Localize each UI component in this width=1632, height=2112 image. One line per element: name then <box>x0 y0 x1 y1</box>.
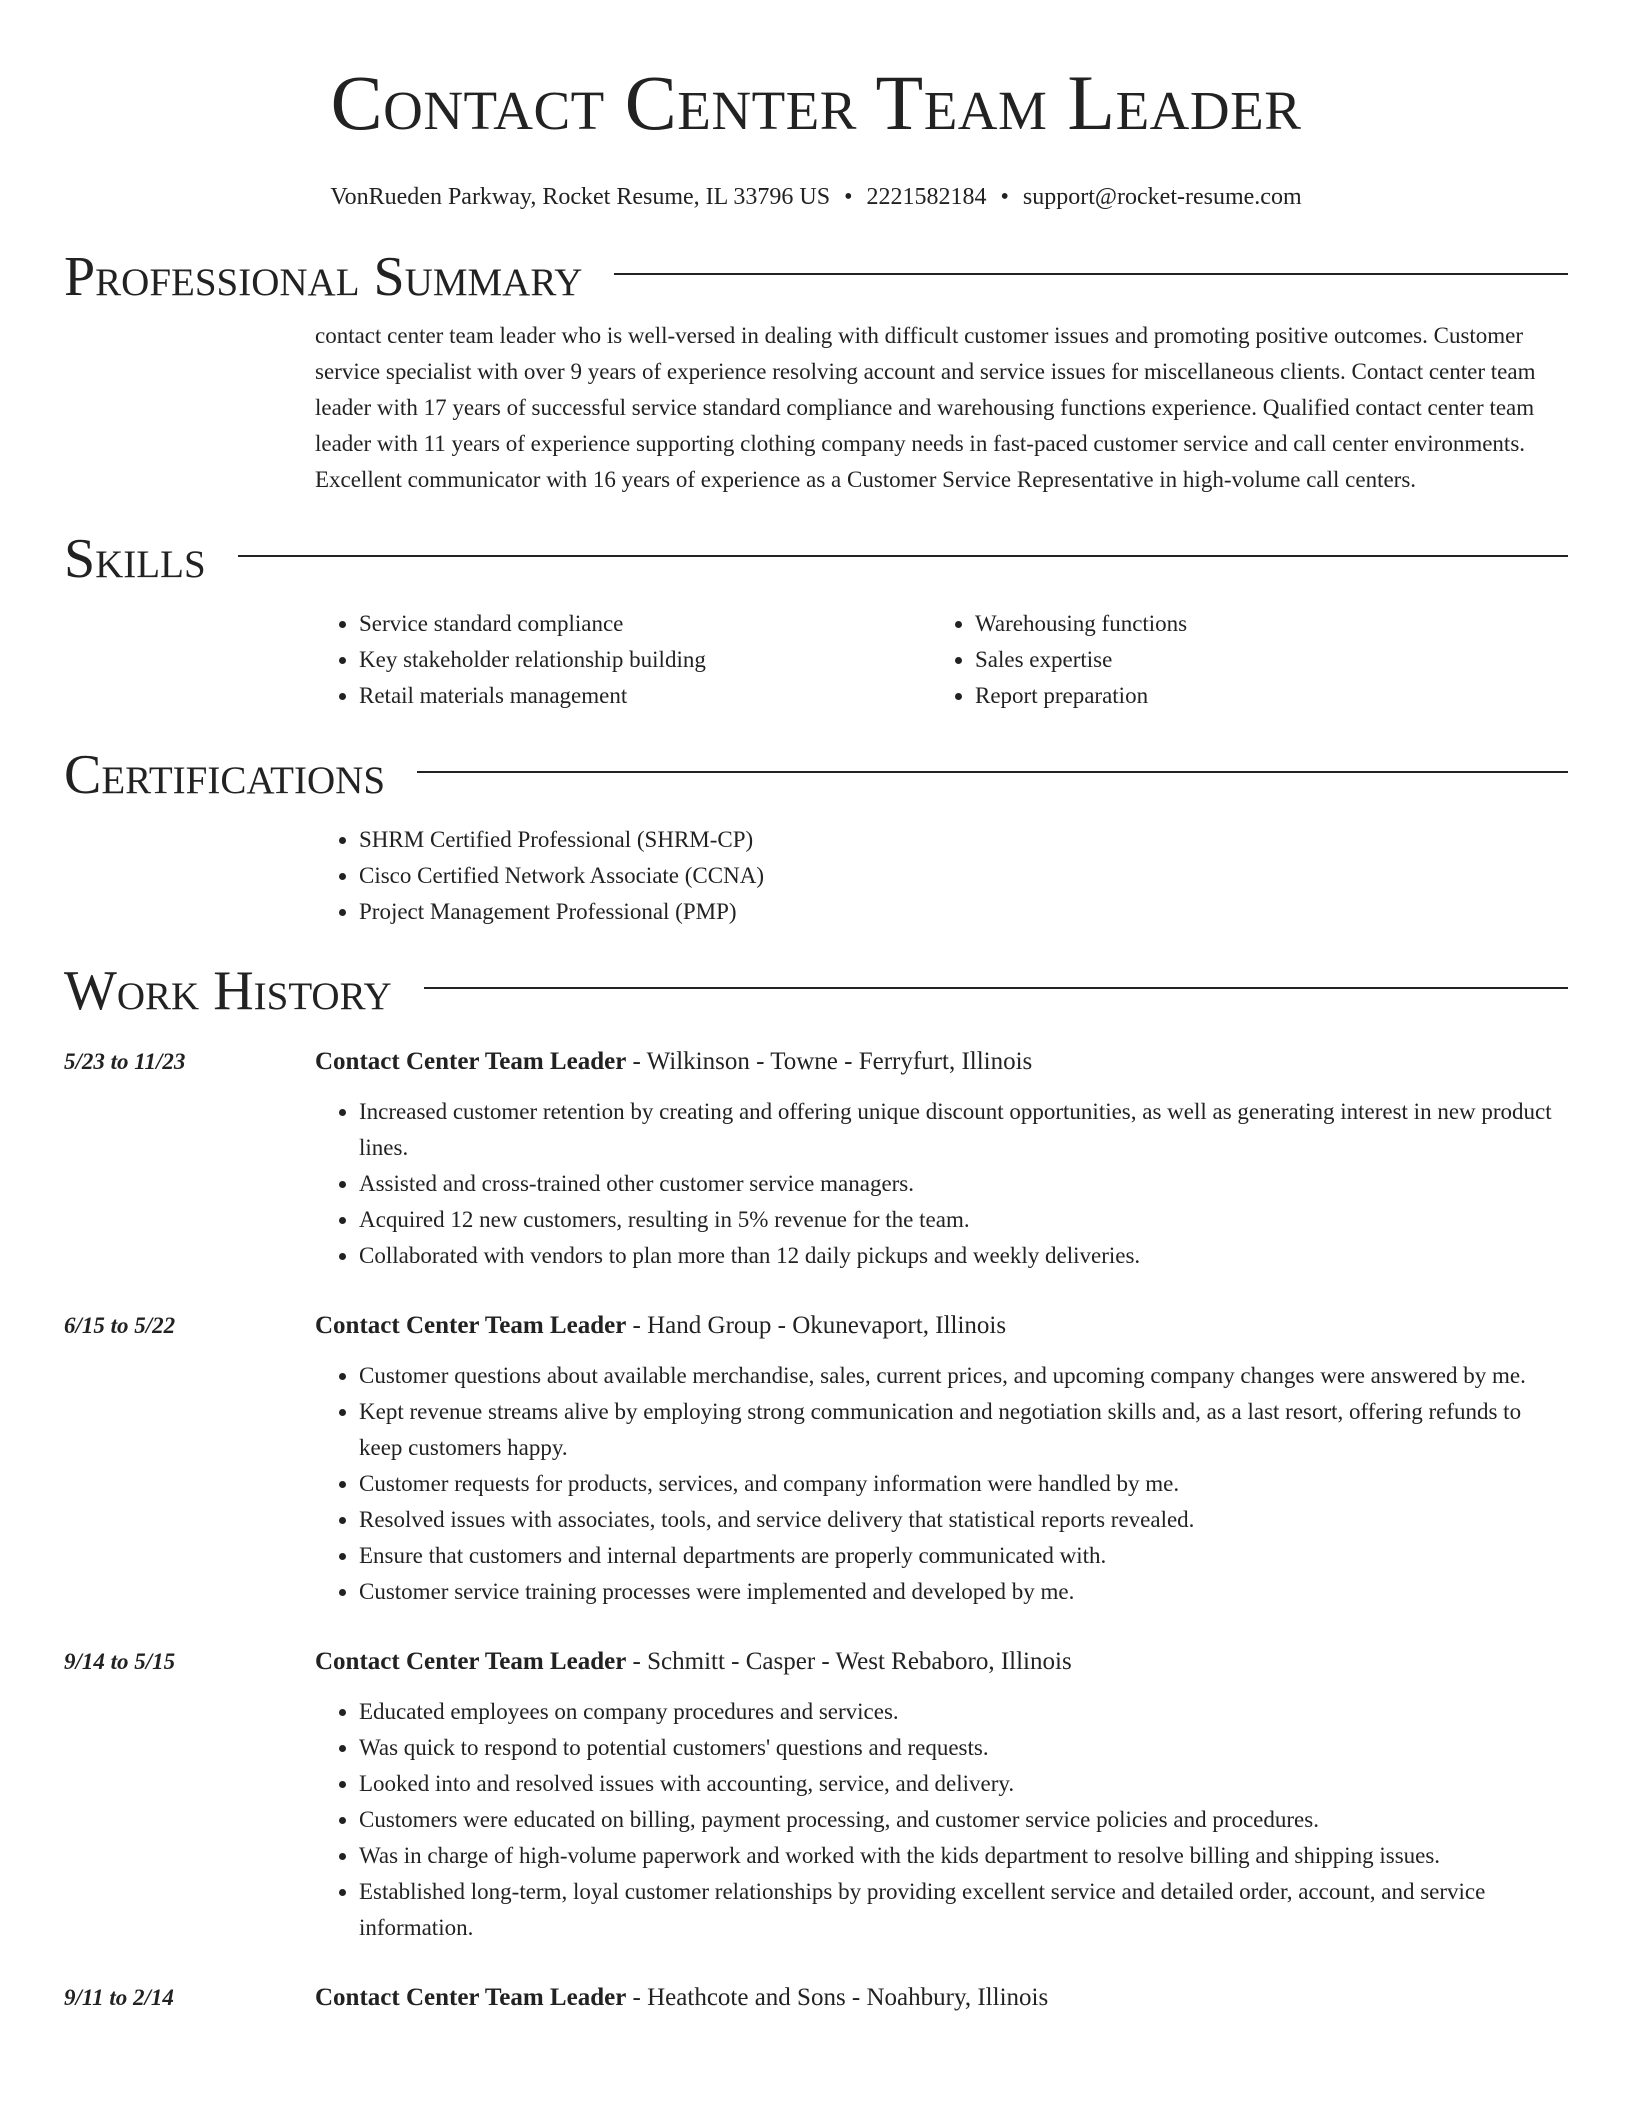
certifications-title: Certifications <box>64 744 386 806</box>
skill-item: • Retail materials management <box>359 678 931 714</box>
contact-separator: • <box>844 184 853 210</box>
job-bullet: • Looked into and resolved issues with accounting, service, and delivery. <box>359 1766 1568 1802</box>
job-dates: 6/15 to 5/22 <box>64 1313 176 1338</box>
job-role: Contact Center Team Leader <box>315 1312 627 1339</box>
job-entry <box>64 1980 1568 2030</box>
job-bullet: • Customer service training processes were implemented and developed by me. <box>359 1574 1568 1610</box>
job-bullet: • Established long-term, loyal customer relationships by providing excellent service and detailed order, account, and service information. <box>359 1874 1568 1946</box>
job-employer: - Schmitt - Casper - West Rebaboro, Illinois <box>626 1648 1072 1675</box>
section-divider <box>614 273 1568 275</box>
contact-separator: • <box>1000 184 1009 210</box>
job-bullet: • Acquired 12 new customers, resulting in 5% revenue for the team. <box>359 1202 1568 1238</box>
job-employer: - Hand Group - Okunevaport, Illinois <box>626 1312 1007 1339</box>
job-role: Contact Center Team Leader <box>315 1048 627 1075</box>
contact-email: support@rocket-resume.com <box>1022 184 1302 210</box>
skills-column-left <box>315 606 931 714</box>
certification-item: • Project Management Professional (PMP) <box>359 894 1568 930</box>
certification-item: • SHRM Certified Professional (SHRM-CP) <box>359 822 1568 858</box>
skills-column-right <box>931 606 1547 714</box>
job-bullet: • Collaborated with vendors to plan more than 12 daily pickups and weekly deliveries. <box>359 1238 1568 1274</box>
job-details <box>315 1644 1568 1946</box>
work-section-header <box>64 956 1568 1026</box>
skill-item: • Key stakeholder relationship building <box>359 642 931 678</box>
job-dates: 5/23 to 11/23 <box>64 1049 186 1074</box>
job-details <box>315 1044 1568 1274</box>
job-employer: - Wilkinson - Towne - Ferryfurt, Illinois <box>626 1048 1033 1075</box>
certifications-section-header <box>64 740 1568 810</box>
work-title: Work History <box>64 960 392 1022</box>
job-role: Contact Center Team Leader <box>315 1984 627 2011</box>
summary-title: Professional Summary <box>64 246 583 308</box>
job-bullet: • Customer questions about available merchandise, sales, current prices, and upcoming company changes were answered by me. <box>359 1358 1568 1394</box>
job-bullet: • Ensure that customers and internal departments are properly communicated with. <box>359 1538 1568 1574</box>
job-employer: - Heathcote and Sons - Noahbury, Illinois <box>626 1984 1049 2011</box>
job-title-line <box>315 1308 1568 1344</box>
certification-item: • Cisco Certified Network Associate (CCNA) <box>359 858 1568 894</box>
job-bullet: • Resolved issues with associates, tools, and service delivery that statistical reports revealed. <box>359 1502 1568 1538</box>
job-bullet: • Was quick to respond to potential customers' questions and requests. <box>359 1730 1568 1766</box>
section-divider <box>424 987 1568 989</box>
job-bullet: • Customer requests for products, services, and company information were handled by me. <box>359 1466 1568 1502</box>
job-details <box>315 1980 1568 2030</box>
summary-section-header <box>64 242 1568 312</box>
contact-phone: 2221582184 <box>866 184 987 210</box>
job-bullet: • Was in charge of high-volume paperwork and worked with the kids department to resolve billing and shipping issues. <box>359 1838 1568 1874</box>
contact-address: VonRueden Parkway, Rocket Resume, IL 33796 US <box>330 184 831 210</box>
job-bullet: • Increased customer retention by creating and offering unique discount opportunities, as well as generating interest in new product lines. <box>359 1094 1568 1166</box>
skills-list <box>315 606 1568 714</box>
job-title-line <box>315 1044 1568 1080</box>
job-dates: 9/14 to 5/15 <box>64 1649 176 1674</box>
skills-title: Skills <box>64 528 206 590</box>
job-title-line <box>315 1644 1568 1680</box>
skill-item: • Warehousing functions <box>975 606 1547 642</box>
summary-text: contact center team leader who is well-versed in dealing with difficult customer issues and promoting positive outcomes. Customer service specialist with over 9 years of experience resolving account and service issues for miscellaneous clients. Contact center team leader with 17 years of successful service standard compliance and warehousing functions experience. Qualified contact center team leader with 11 years of experience supporting clothing company needs in fast-paced customer service and call center environments. Excellent communicator with 16 years of experience as a Customer Service Representative in high-volume call centers. <box>315 323 1536 492</box>
job-title-line <box>315 1980 1568 2016</box>
job-entry <box>64 1644 1568 1946</box>
section-divider <box>238 555 1568 557</box>
job-dates: 9/11 to 2/14 <box>64 1985 174 2010</box>
job-entry <box>64 1044 1568 1274</box>
job-entry <box>64 1308 1568 1610</box>
skill-item: • Service standard compliance <box>359 606 931 642</box>
job-bullet: • Assisted and cross-trained other customer service managers. <box>359 1166 1568 1202</box>
job-bullet: • Kept revenue streams alive by employing strong communication and negotiation skills and, as a last resort, offering refunds to keep customers happy. <box>359 1394 1568 1466</box>
section-divider <box>417 771 1568 773</box>
contact-line <box>64 182 1568 212</box>
job-bullet: • Educated employees on company procedures and services. <box>359 1694 1568 1730</box>
job-bullet: • Customers were educated on billing, payment processing, and customer service policies and procedures. <box>359 1802 1568 1838</box>
skill-item: • Report preparation <box>975 678 1547 714</box>
skill-item: • Sales expertise <box>975 642 1547 678</box>
certifications-list <box>315 822 1568 930</box>
summary-body <box>315 318 1568 498</box>
skills-section-header <box>64 524 1568 594</box>
job-details <box>315 1308 1568 1610</box>
job-role: Contact Center Team Leader <box>315 1648 627 1675</box>
resume-name: Contact Center Team Leader <box>330 59 1302 146</box>
